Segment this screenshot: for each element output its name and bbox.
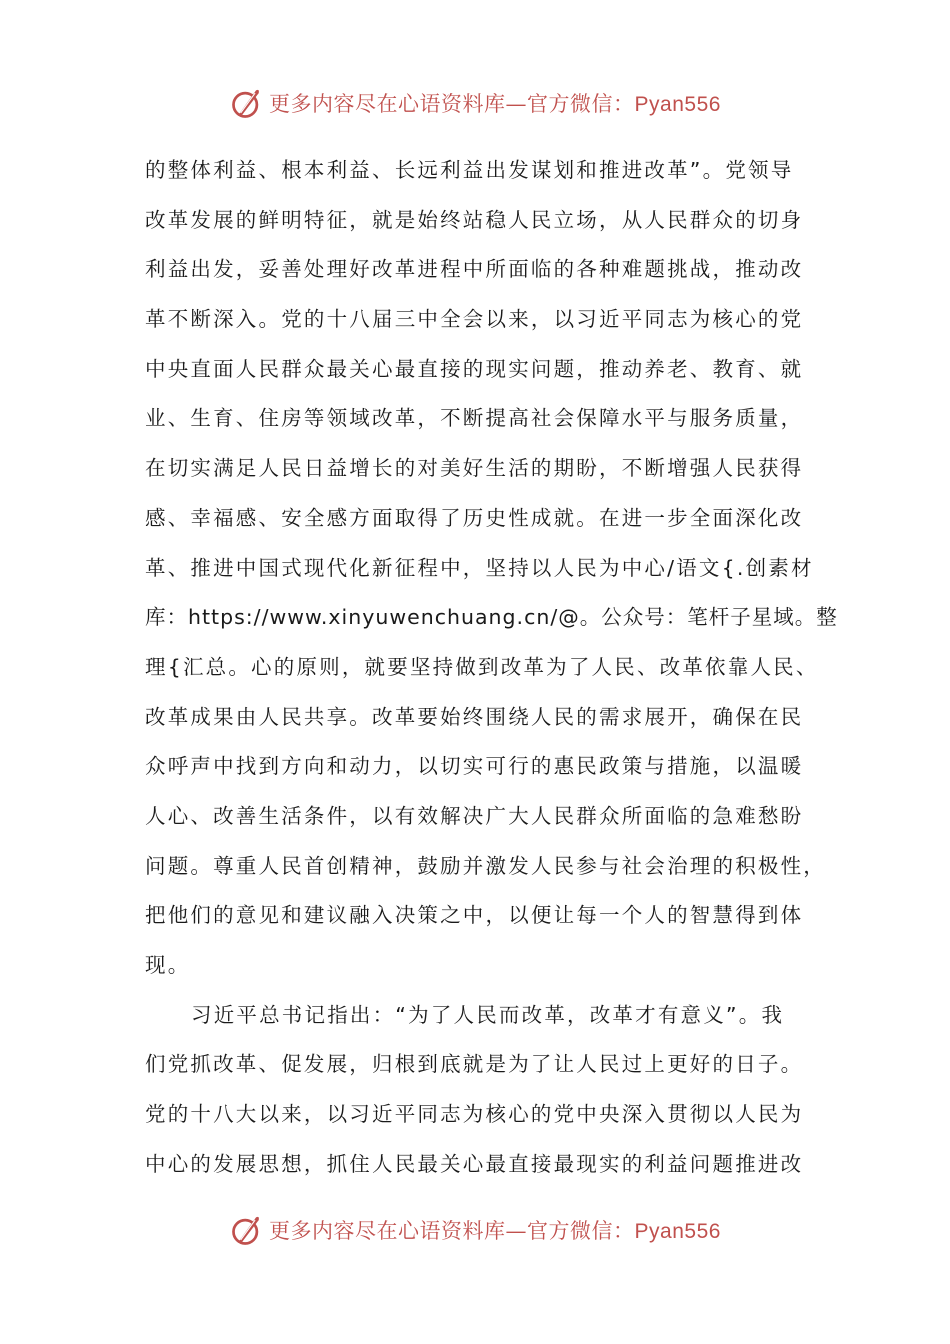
text-line: 库：https://www.xinyuwenchuang.cn/@。公众号：笔杆子星域。整 <box>145 605 838 630</box>
document-body <box>145 146 838 1189</box>
footer-banner <box>0 1210 950 1250</box>
quill-pen-logo-icon <box>229 1212 265 1248</box>
text-line: 习近平总书记指出：“为了人民而改革，改革才有意义”。我 <box>191 1002 785 1027</box>
banner-wechat-label: 官方微信： <box>527 1219 635 1243</box>
text-line: 改革发展的鲜明特征，就是始终站稳人民立场，从人民群众的切身 <box>145 207 804 232</box>
text-line: 中心的发展思想，抓住人民最关心最直接最现实的利益问题推进改 <box>145 1151 804 1176</box>
banner-slogan: 更多内容尽在心语资料库 <box>269 1219 506 1243</box>
text-line: 们党抓改革、促发展，归根到底就是为了让人民过上更好的日子。 <box>145 1052 804 1077</box>
banner-wechat-label: 官方微信： <box>527 92 635 116</box>
text-line: 把他们的意见和建议融入决策之中，以便让每一个人的智慧得到体 <box>145 903 804 928</box>
text-line: 在切实满足人民日益增长的对美好生活的期盼，不断增强人民获得 <box>145 456 804 481</box>
text-line: 党的十八大以来，以习近平同志为核心的党中央深入贯彻以人民为 <box>145 1102 804 1127</box>
paragraph <box>145 991 815 1190</box>
text-line: 现。 <box>145 953 191 977</box>
text-line: 感、幸福感、安全感方面取得了历史性成就。在进一步全面深化改 <box>145 505 804 530</box>
text-line: 改革成果由人民共享。改革要始终围绕人民的需求展开，确保在民 <box>145 704 804 729</box>
text-line: 利益出发，妥善处理好改革进程中所面临的各种难题挑战，推动改 <box>145 257 804 282</box>
text-line: 人心、改善生活条件，以有效解决广大人民群众所面临的急难愁盼 <box>145 803 804 828</box>
banner-wechat-handle: Pyan556 <box>634 1220 721 1243</box>
banner-slogan: 更多内容尽在心语资料库 <box>269 92 506 116</box>
text-line: 理{汇总。心的原则，就要坚持做到改革为了人民、改革依靠人民、 <box>145 654 819 679</box>
banner-separator: — <box>505 1219 528 1243</box>
text-line: 众呼声中找到方向和动力，以切实可行的惠民政策与措施，以温暖 <box>145 754 804 779</box>
text-line: 革不断深入。党的十八届三中全会以来，以习近平同志为核心的党 <box>145 307 804 332</box>
text-line: 革、推进中国式现代化新征程中，坚持以人民为中心/语文{.创素材 <box>145 555 814 580</box>
quill-pen-logo-icon <box>229 85 265 121</box>
paragraph <box>145 146 838 991</box>
text-line: 中央直面人民群众最关心最直接的现实问题，推动养老、教育、就 <box>145 356 804 381</box>
header-banner <box>0 83 950 123</box>
text-line: 业、生育、住房等领域改革，不断提高社会保障水平与服务质量， <box>145 406 804 431</box>
banner-text <box>269 1215 721 1245</box>
banner-separator: — <box>505 92 528 116</box>
text-line: 问题。尊重人民首创精神，鼓励并激发人民参与社会治理的积极性， <box>145 853 826 878</box>
banner-text <box>269 88 721 118</box>
text-line: 的整体利益、根本利益、长远利益出发谋划和推进改革”。党领导 <box>145 158 794 182</box>
banner-wechat-handle: Pyan556 <box>634 93 721 116</box>
